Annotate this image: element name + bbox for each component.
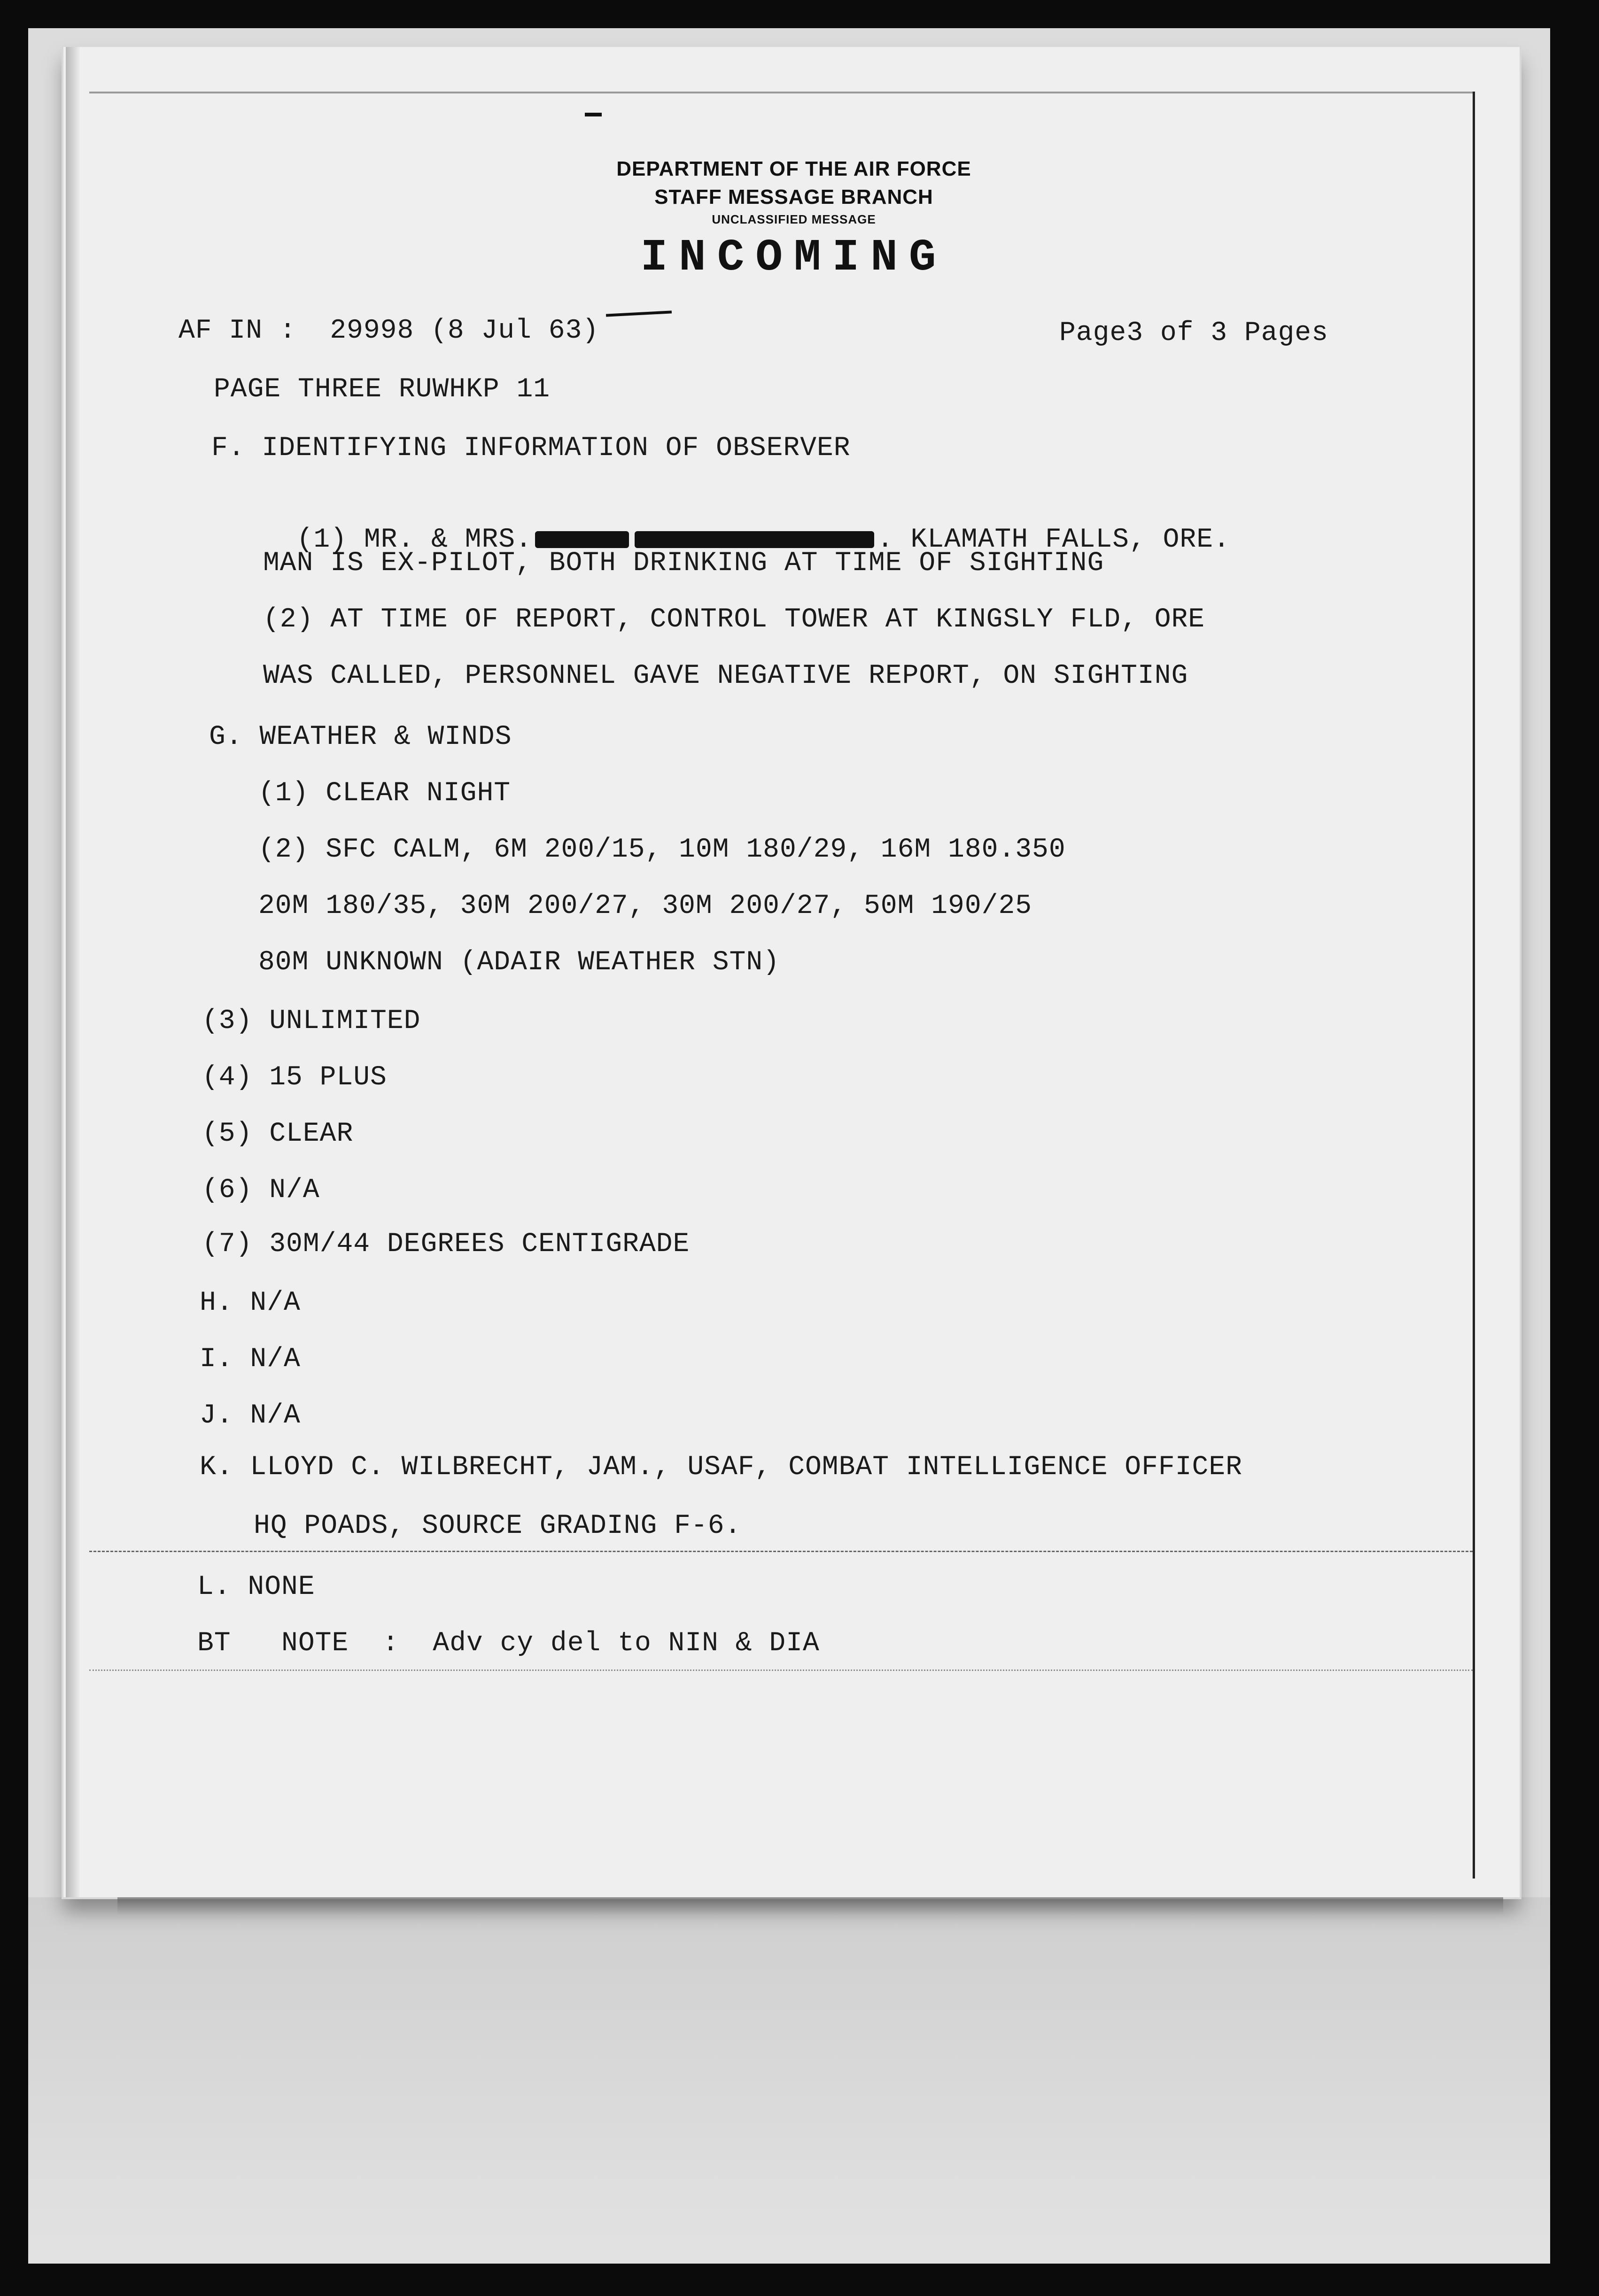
section-g5: (5) CLEAR: [202, 1119, 354, 1149]
message-header: [517, 155, 1071, 284]
sheet-lower-edge: [117, 1897, 1503, 1916]
section-g2-cont1: 20M 180/35, 30M 200/27, 30M 200/27, 50M 190/25: [258, 891, 1032, 921]
scan-lower-area: [28, 1897, 1550, 2264]
sheet-left-shadow: [66, 47, 80, 1897]
section-f2-cont: WAS CALLED, PERSONNEL GAVE NEGATIVE REPORT, ON SIGHTING: [263, 661, 1188, 691]
section-f1: [263, 491, 1230, 557]
section-k-cont: HQ POADS, SOURCE GRADING F-6.: [254, 1511, 742, 1541]
section-g2: (2) SFC CALM, 6M 200/15, 10M 180/29, 16M 180.350: [258, 835, 1066, 865]
divider-line: [89, 1670, 1473, 1671]
section-g7: (7) 30M/44 DEGREES CENTIGRADE: [202, 1229, 690, 1260]
f1-suffix: . KLAMATH FALLS, ORE.: [877, 525, 1230, 555]
section-g6: (6) N/A: [202, 1175, 320, 1206]
classification-label: UNCLASSIFIED MESSAGE: [712, 212, 876, 226]
divider-line: [89, 1551, 1473, 1552]
page-line: PAGE THREE RUWHKP 11: [214, 374, 551, 405]
redaction-mark: [535, 531, 629, 548]
sheet-right-border: [1473, 92, 1475, 1879]
section-h: H. N/A: [200, 1288, 301, 1318]
page-count: Page3 of 3 Pages: [1059, 318, 1328, 348]
redaction-mark: [635, 531, 874, 548]
section-j: J. N/A: [200, 1400, 301, 1431]
section-f-heading: F. IDENTIFYING INFORMATION OF OBSERVER: [211, 433, 851, 464]
af-in-number: AF IN : 29998 (8 Jul 63): [179, 316, 599, 346]
incoming-title: INCOMING: [640, 232, 947, 283]
section-k: K. LLOYD C. WILBRECHT, JAM., USAF, COMBAT INTELLIGENCE OFFICER: [200, 1452, 1242, 1483]
section-g2-cont2: 80M UNKNOWN (ADAIR WEATHER STN): [258, 947, 780, 978]
section-g4: (4) 15 PLUS: [202, 1062, 387, 1093]
f1-prefix: (1) MR. & MRS.: [296, 525, 532, 555]
section-g1: (1) CLEAR NIGHT: [258, 778, 511, 809]
department-title: DEPARTMENT OF THE AIR FORCE: [616, 157, 971, 180]
section-f2: (2) AT TIME OF REPORT, CONTROL TOWER AT KINGSLY FLD, ORE: [263, 604, 1205, 635]
sheet-top-border: [89, 92, 1473, 93]
section-g3: (3) UNLIMITED: [202, 1006, 421, 1036]
speck-mark: [585, 113, 602, 116]
section-g-heading: G. WEATHER & WINDS: [209, 722, 512, 752]
section-l: L. NONE: [197, 1572, 315, 1602]
branch-title: STAFF MESSAGE BRANCH: [654, 186, 933, 209]
section-i: I. N/A: [200, 1344, 301, 1375]
section-f1-cont: MAN IS EX-PILOT, BOTH DRINKING AT TIME OF SIGHTING: [263, 548, 1104, 579]
bt-note: BT NOTE : Adv cy del to NIN & DIA: [197, 1628, 820, 1659]
